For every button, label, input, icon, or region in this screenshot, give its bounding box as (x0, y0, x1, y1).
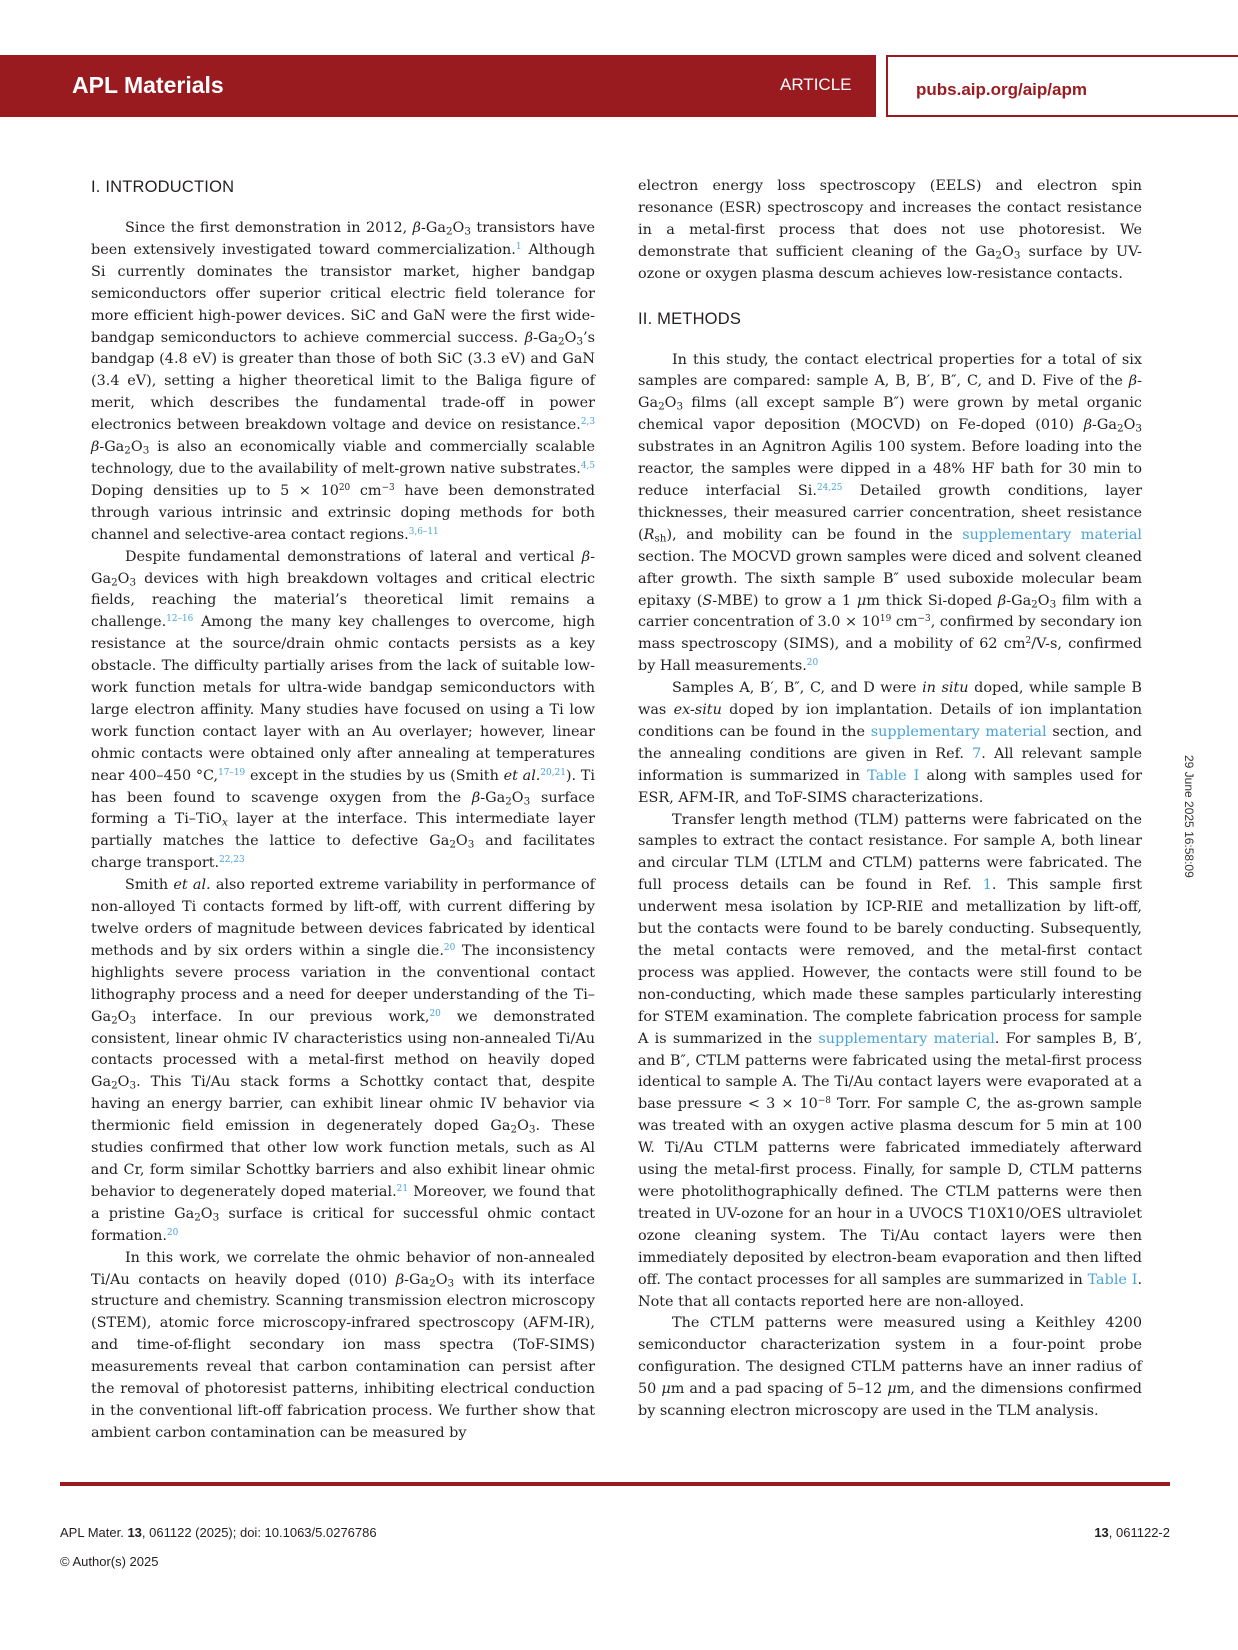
paragraph: Smith et al. also reported extreme variability in performance of non-alloyed Ti contacts formed by lift-off, with current differing by twelve orders of magnitude between devices fabricated by identical methods and by six orders within a single die.$^{20}$ The inconsistency highlights severe process variation in the conventional contact lithography process and a need for deeper understanding of the $Ti-Ga_2O_3$ interface. In our previous work,$^{20}$ we demonstrated consistent, linear ohmic IV characteristics using non-annealed Ti/Au contacts processed with a metal-first method on heavily doped $Ga_2O_3$. This Ti/Au stack forms a Schottky contact that, despite having an energy barrier, can exhibit linear ohmic IV behavior via thermionic field emission in degenerately doped $Ga_2O_3$. These studies confirmed that other low work function metals, such as Al and Cr, form similar Schottky barriers and also exhibit linear ohmic behavior to degenerately doped material.$^{21}$ Moreover, we found that a pristine $Ga_2O_3$ surface is critical for successful ohmic contact formation.$^{20}$ (91, 877, 596, 1244)
supplementary-material-link[interactable]: supplementary material (818, 1030, 995, 1047)
footer-page-number (1094, 1525, 1170, 1540)
table-link[interactable]: Table I (867, 767, 920, 784)
citation-link[interactable]: 20 (429, 1008, 441, 1019)
journal-title: APL Materials (72, 72, 224, 98)
footer-volume: 13 (127, 1525, 142, 1540)
paragraph: In this work, we correlate the ohmic behavior of non-annealed Ti/Au contacts on heavily doped (010) $\beta-Ga_2O_3$ with its interface structure and chemistry. Scanning transmission electron microscopy (STEM), atomic force microscopy-infrared spectroscopy (AFM-IR), and time-of-flight secondary ion mass spectra (ToF-SIMS) measurements reveal that carbon contamination can persist after the removal of photoresist patterns, inhibiting electrical conduction in the conventional lift-off fabrication process. We further show that ambient carbon contamination can be measured by (91, 1249, 596, 1441)
supplementary-material-link[interactable]: supplementary material (962, 526, 1142, 543)
citation-link[interactable]: 24,25 (816, 483, 843, 494)
citation-link[interactable]: 20 (443, 943, 456, 953)
paragraph: Despite fundamental demonstrations of lateral and vertical $\beta-Ga_2O_3$ devices with high breakdown voltages and critical electric fields, reaching the material’s theoretical limit remains a challenge.$^{12-16}$ Among the many key challenges to overcome, high resistance at the source/drain ohmic contacts persists as a key obstacle. The difficulty partially arises from the lack of suitable low-work function metals for ultra-wide bandgap semiconductors with large electron affinity. Many studies have focused on using a Ti low work function contact layer with an Au overlayer; however, linear ohmic contacts were obtained only after annealing at temperatures near 400–450 °C,$^{17-19}$ except in the studies by us (Smith et al.$^{20,21}$). Ti has been found to scavenge oxygen from the $\beta-Ga_2O_3$ surface forming a Ti–TiO$_x$ layer at the interface. This intermediate layer partially matches the lattice to defective $Ga_2O_3$ and facilitates charge transport.$^{22,23}$ (91, 548, 595, 872)
article-type-label: ARTICLE (780, 75, 852, 94)
citation-link[interactable]: 20 (167, 1227, 179, 1238)
journal-url-link[interactable]: pubs.aip.org/aip/apm (916, 80, 1087, 99)
citation-link[interactable]: 20 (806, 658, 819, 669)
citation-link[interactable]: 22,23 (219, 855, 245, 866)
citation-link[interactable]: 20,21 (540, 767, 566, 778)
paragraph: electron energy loss spectroscopy (EELS) and electron spin resonance (ESR) spectroscopy and increases the contact resistance in a metal-first process that does not use photoresist. We demonstrate that sufficient cleaning of the $Ga_2O_3$ surface by UV-ozone or oxygen plasma descum achieves low-resistance contacts. (638, 178, 1142, 282)
left-column (91, 176, 595, 1445)
citation-link[interactable]: 21 (396, 1183, 408, 1194)
footer-citation (60, 1525, 377, 1540)
paragraph: In this study, the contact electrical properties for a total of six samples are compared: sample A, B, B′, B″, C, and D. Five of the $\beta-Ga_2O_3$ films (all except sample B″) were grown by metal organic chemical vapor deposition (MOCVD) on Fe-doped (010) $\beta-Ga_2O_3$ substrates in an Agnitron Agilis 100 system. Before loading into the reactor, the samples were dipped in a 48% HF bath for 30 min to reduce interfacial Si.$^{24,25}$ Detailed growth conditions, layer thicknesses, their measured carrier concentration, sheet resistance $(R_{sh})$, and mobility can be found in the supplementary material section. The MOCVD grown samples were diced and solvent cleaned after growth. The sixth sample B″ used suboxide molecular beam epitaxy (S-MBE) to grow a 1 μm thick Si-doped $\beta-Ga_2O_3$ film with a carrier concentration of $3.0 \times 10^{19}$ $cm^{-3}$, confirmed by secondary ion mass spectroscopy (SIMS), and a mobility of 62 $cm^2/V-s$, confirmed by Hall measurements.$^{20}$ (638, 351, 1143, 675)
section-heading-methods: II. METHODS (638, 309, 742, 328)
reference-link[interactable]: 1 (982, 877, 992, 894)
citation-link[interactable]: 4,5 (580, 461, 595, 472)
reference-link[interactable]: 7 (972, 745, 982, 762)
table-link[interactable]: Table I (1087, 1271, 1138, 1288)
paragraph: Samples A, B′, B″, C, and D were in situ doped, while sample B was ex-situ doped by ion implantation. Details of ion implantation conditions can be found in the supplementary material section, and the annealing conditions are given in Ref. 7. All relevant sample information is summarized in Table I along with samples used for ESR, AFM-IR, and ToF-SIMS characterizations. (638, 680, 1143, 806)
paragraph: Since the first demonstration in 2012, $\beta-Ga_2O_3$ transistors have been extensively investigated toward commercialization.$^1$ Although Si currently dominates the transistor market, higher bandgap semiconductors offer superior critical electric field tolerance for more efficient high-power devices. SiC and GaN were the first wide-bandgap semiconductors to achieve commercial success. $\beta-Ga_2O_3’s$ bandgap (4.8 eV) is greater than those of both SiC (3.3 eV) and GaN (3.4 eV), setting a higher theoretical limit to the Baliga figure of merit, which describes the fundamental trade-off in power electronics between breakdown voltage and device on resistance.$^{2,3}$ $\beta-Ga_2O_3$ is also an economically viable and commercially scalable technology, due to the availability of melt-grown native substrates.$^{4,5}$ Doping densities up to $5 \times 10^{20}$ $cm^{-3}$ have been demonstrated through various intrinsic and extrinsic doping methods for both channel and selective-area contact regions.$^{3,6-11}$ (91, 220, 595, 543)
citation-link[interactable]: 1 (515, 242, 522, 252)
footer-page-id: , 061122-2 (1108, 1525, 1170, 1540)
footer-doi[interactable]: , 061122 (2025); doi: 10.1063/5.0276786 (141, 1525, 377, 1540)
citation-link[interactable]: 3,6–11 (408, 526, 439, 537)
footer-page-volume: 13 (1094, 1525, 1109, 1540)
citation-link[interactable]: 17–19 (218, 767, 246, 778)
footer-copyright: © Author(s) 2025 (60, 1554, 159, 1569)
paragraph: Transfer length method (TLM) patterns were fabricated on the samples to extract the contact resistance. For sample A, both linear and circular TLM (LTLM and CTLM) patterns were fabricated. The full process details can be found in Ref. 1. This sample first underwent mesa isolation by ICP-RIE and metallization by lift-off, but the contacts were found to be barely conducting. Subsequently, the metal contacts were removed, and the metal-first contact process was applied. However, the contacts were still found to be non-conducting, which made these samples particularly interesting for STEM examination. The complete fabrication process for sample A is summarized in the supplementary material. For samples B, B′, and B″, CTLM patterns were fabricated using the metal-first process identical to sample A. The Ti/Au contact layers were evaporated at a base pressure < $3 \times 10^{-8}$ Torr. For sample C, the as-grown sample was treated with an oxygen active plasma descum for 5 min at 100 W. Ti/Au CTLM patterns were fabricated immediately afterward using the metal-first process. Finally, for sample D, CTLM patterns were photolithographically defined. The CTLM patterns were then treated in UV-ozone for an hour in a UVOCS T10X10/OES ultraviolet ozone cleaning system. The Ti/Au contact layers were then immediately deposited by electron-beam evaporation and then lifted off. The contact processes for all samples are summarized in Table I. Note that all contacts reported here are non-alloyed. (638, 811, 1143, 1310)
right-column (638, 176, 1142, 1423)
citation-link[interactable]: 2,3 (580, 417, 595, 428)
footer-journal-abbrev: APL Mater. (60, 1525, 124, 1540)
paragraph: The CTLM patterns were measured using a Keithley 4200 semiconductor characterization system in a four-point probe configuration. The designed CTLM patterns have an inner radius of 50 μm and a pad spacing of 5–12 μm, and the dimensions confirmed by scanning electron microscopy are used in the TLM analysis. (638, 1315, 1143, 1420)
citation-link[interactable]: 12–16 (166, 614, 194, 625)
footer-rule (60, 1482, 1170, 1486)
download-timestamp: 29 June 2025 16:58:09 (1182, 755, 1196, 878)
supplementary-material-link[interactable]: supplementary material (870, 723, 1047, 740)
section-heading-introduction: I. INTRODUCTION (91, 178, 235, 196)
